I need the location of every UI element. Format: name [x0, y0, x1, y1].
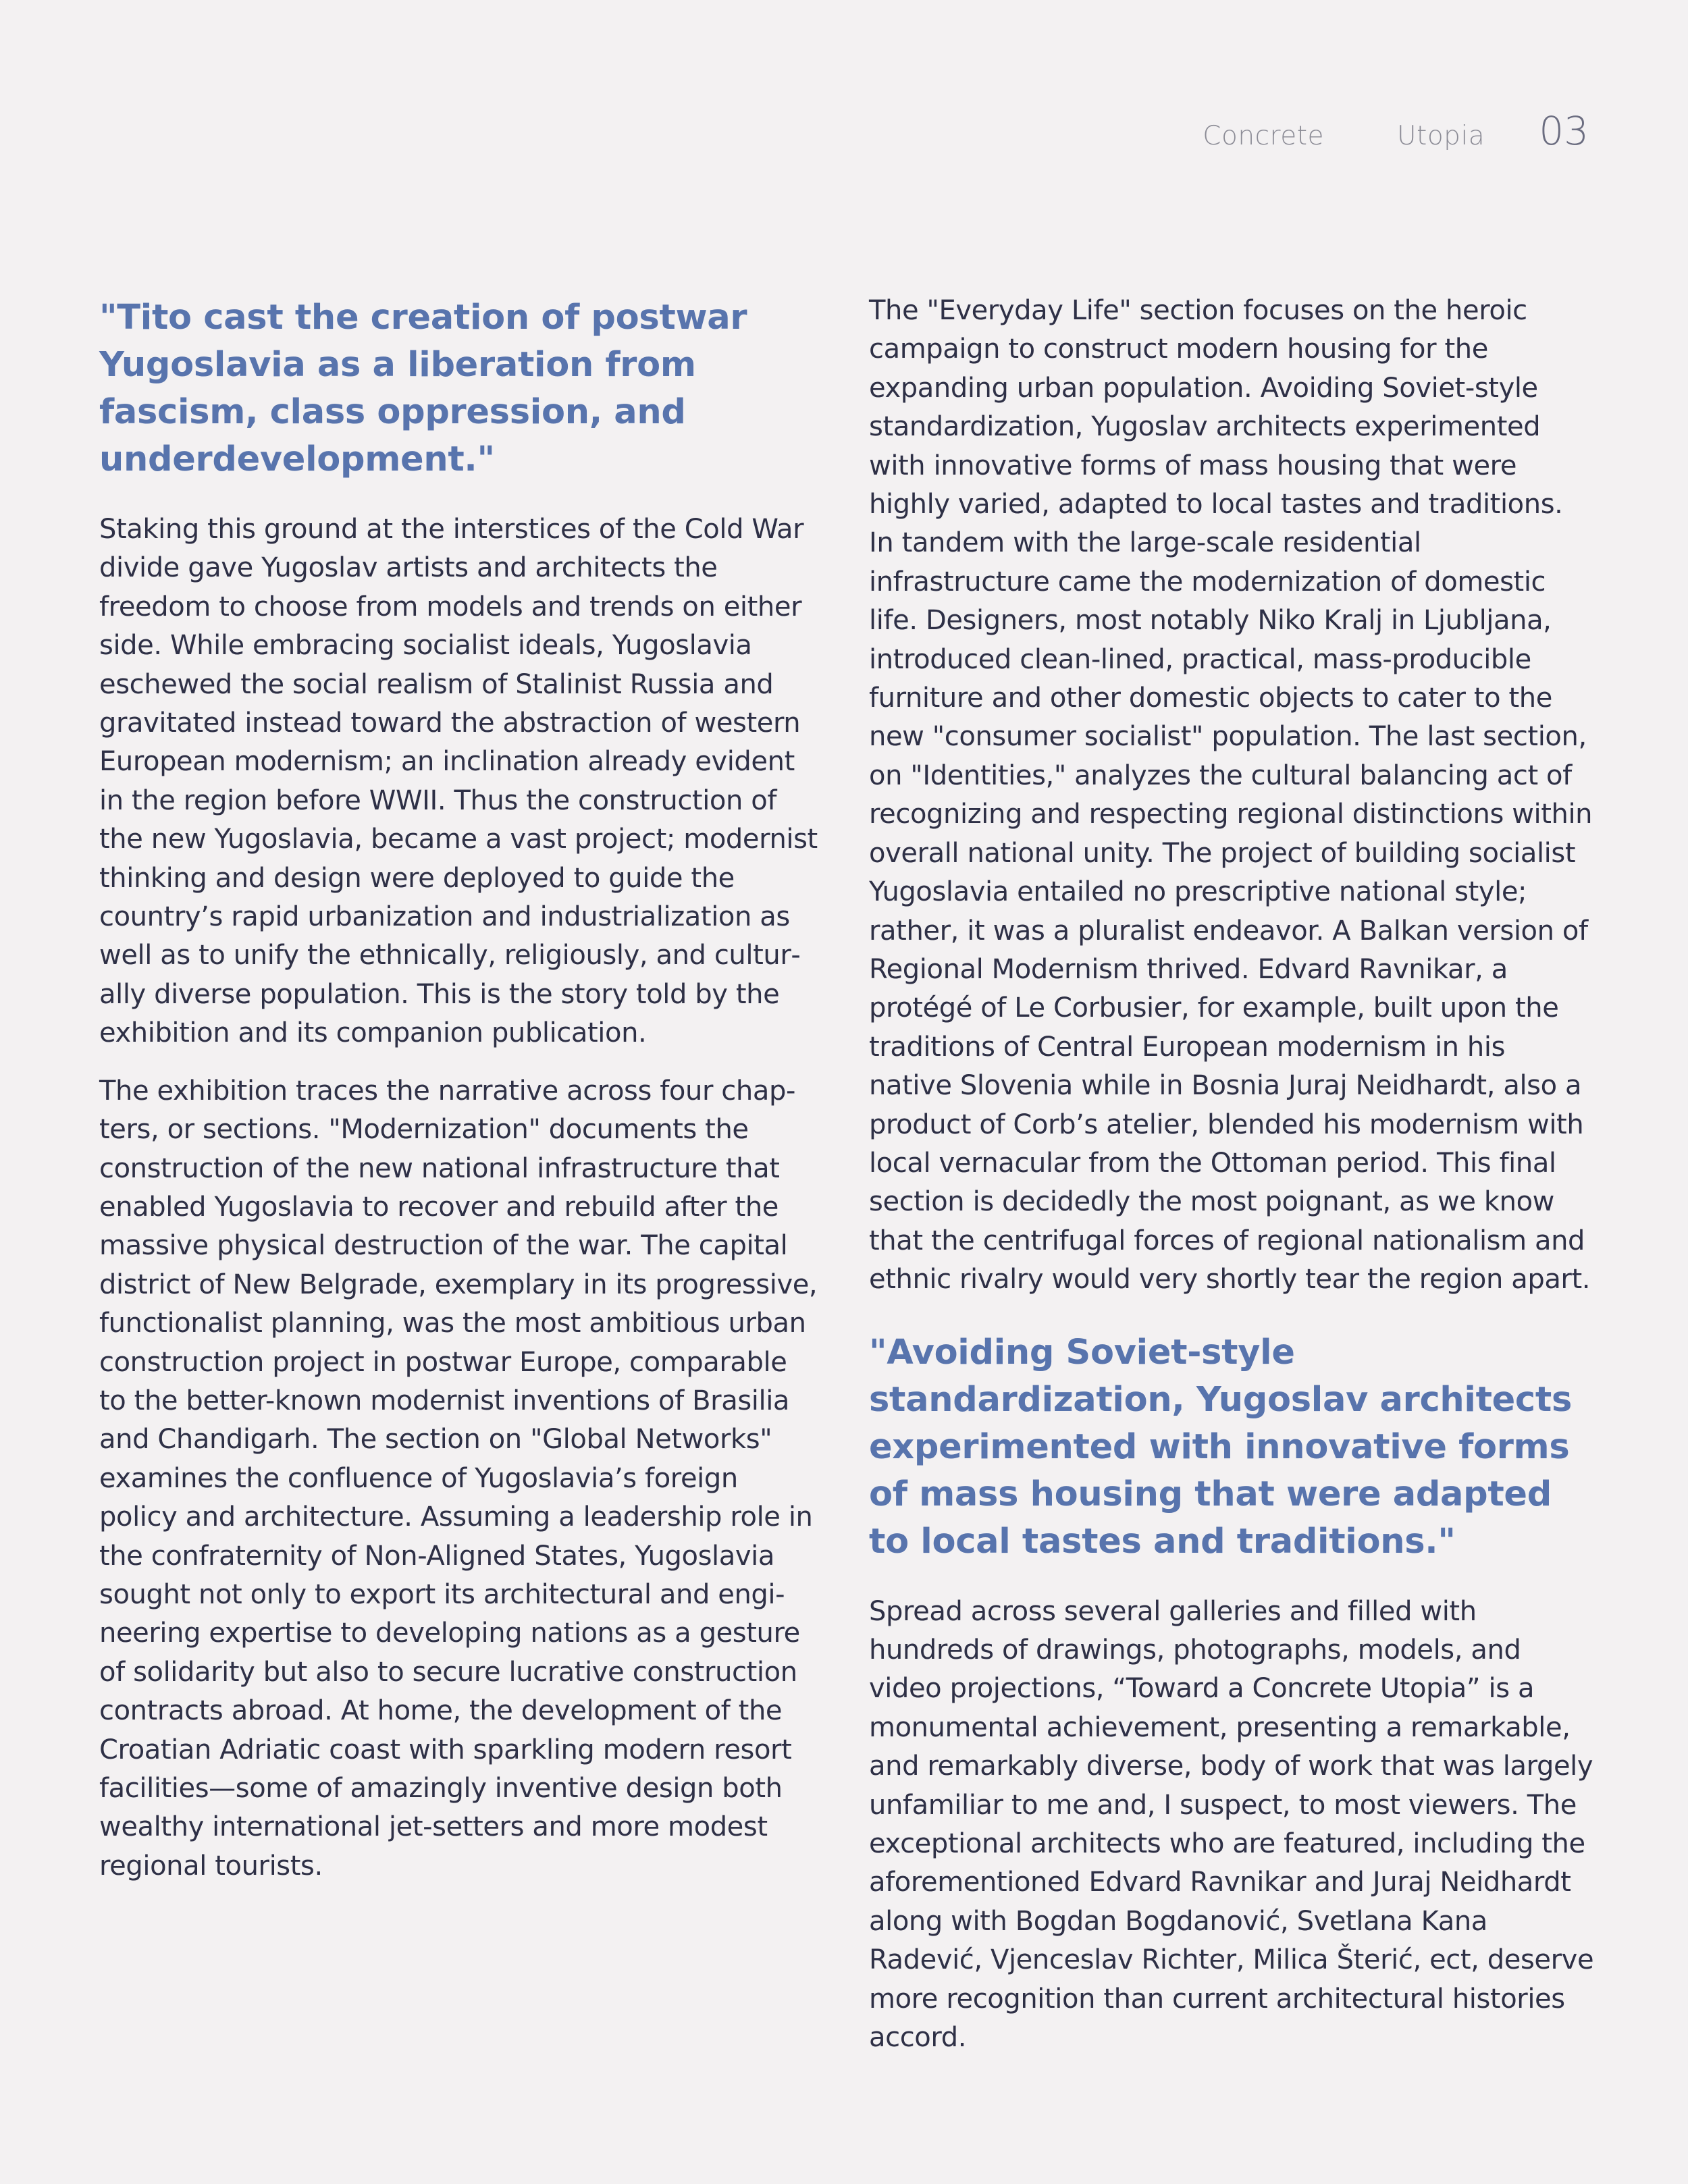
left-column: [99, 292, 822, 1905]
page-number: 03: [1539, 108, 1589, 154]
header-word-concrete: Concrete: [1203, 121, 1324, 151]
pullquote-tito: "Tito cast the creation of postwar Yugoslavia as a liberation from fascism, class oppression, and underdevelopment.": [99, 298, 747, 479]
body-paragraph: Staking this ground at the interstices of the Cold War divide gave Yugoslav artists and architects the freedom to choose from models and trends on either side. While embracing socialist ideals, Yugoslavia eschewed the social realism of Stalinist Russia and gravitated instead toward the abstraction of western European modernism; an inclination already evident in the region before WWII. Thus the construction of the new Yugoslavia, became a vast project; modernist thinking and design were deployed to guide the country’s rapid urbanization and industrialization as well as to unify the ethnically, religiously, and culturally diverse population. This is the story told by the exhibition and its companion publication.: [99, 514, 818, 1049]
body-paragraph: The exhibition traces the narrative across four chapters, or sections. "Modernization" documents the construction of the new national infrastructure that enabled Yugoslavia to recover and rebuild after the massive physical destruction of the war. The capital district of New Belgrade, exemplary in its progressive, functionalist planning, was the most ambitious urban construction project in postwar Europe, comparable to the better-known modernist inventions of Brasilia and Chandigarh. The section on "Global Networks" examines the confluence of Yugoslavia’s foreign policy and architecture. Assuming a leadership role in the confraternity of Non-Aligned States, Yugoslavia sought not only to export its architectural and engineering expertise to developing nations as a gesture of solidarity but also to secure lucrative construction contracts abroad. At home, the development of the Croatian Adriatic coast with sparkling modern resort facilities—some of amazingly inventive design both wealthy international jet-setters and more modest regional tourists.: [99, 1075, 818, 1882]
header-word-utopia: Utopia: [1396, 121, 1485, 151]
body-paragraph: Spread across several galleries and filled with hundreds of drawings, photographs, models, and video projections, “Toward a Concrete Utopia” is a monumental achievement, presenting a remarkable, and remarkably diverse, body of work that was largely unfamiliar to me and, I suspect, to most viewers. The exceptional architects who are featured, including the aforementioned Edvard Ravnikar and Juraj Neidhardt along with Bogdan Bogdanović, Svetlana Kana Radević, Vjenceslav Richter, Milica Šterić, ect, deserve more recognition than current architectural histories accord.: [869, 1595, 1594, 2054]
body-paragraph: The "Everyday Life" section focuses on the heroic campaign to construct modern housing for the expanding urban population. Avoiding Soviet-style standardization, Yugoslav architects experimented with innovative forms of mass housing that were highly varied, adapted to local tastes and traditions. In tandem with the large-scale residential infrastructure came the modernization of domestic life. Designers, most notably Niko Kralj in Ljubljana, introduced clean-lined, practical, mass-producible furniture and other domestic objects to cater to the new "consumer socialist" population. The last section, on "Identities," analyzes the cultural balancing act of recognizing and respecting regional distinctions within overall national unity. The project of building socialist Yugoslavia entailed no prescriptive national style; rather, it was a pluralist endeavor. A Balkan version of Regional Modernism thrived. Edvard Ravnikar, a protégé of Le Corbusier, for example, built upon the traditions of Central European modernism in his native Slovenia while in Bosnia Juraj Neidhardt, also a product of Corb’s atelier, blended his modernism with local vernacular from the Ottoman period. This final section is decidedly the most poignant, as we know that the centrifugal forces of regional nationalism and ethnic rivalry would very shortly tear the region apart.: [869, 295, 1593, 1296]
running-header: [1203, 108, 1589, 154]
pullquote-soviet-style: "Avoiding Soviet-style standardization, Yugoslav architects experimented with innovative forms of mass housing that were adapted to local tastes and traditions.": [869, 1332, 1573, 1562]
right-column: [869, 292, 1595, 2076]
